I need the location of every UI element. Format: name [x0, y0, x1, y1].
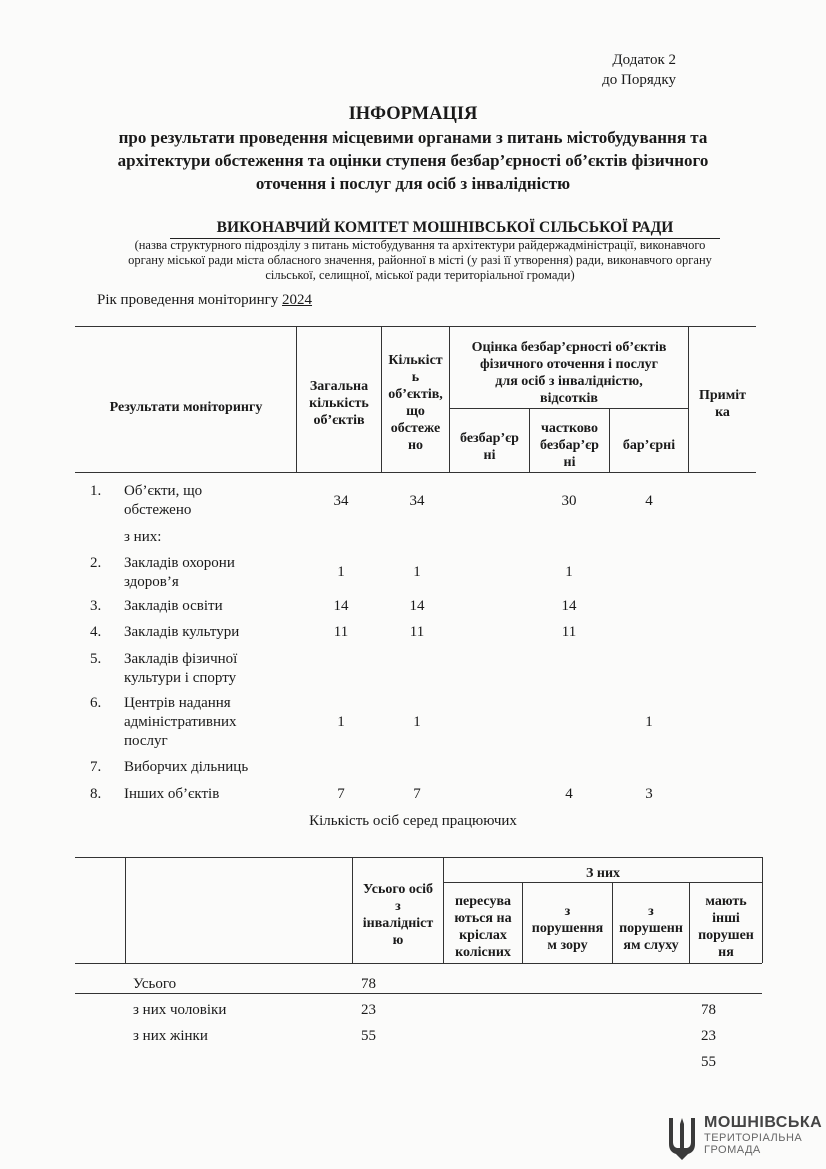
- logo-subtitle: [704, 1132, 802, 1156]
- row-label: з них жінки: [133, 1028, 208, 1044]
- logo-subtitle-line: ТЕРИТОРІАЛЬНА: [704, 1132, 803, 1144]
- row-label-line: Закладів фізичної: [124, 651, 238, 667]
- cell-total: 7: [337, 786, 345, 802]
- logo-title: МОШНІВСЬКА: [704, 1114, 823, 1131]
- row-label: Закладів культури: [124, 624, 240, 640]
- header-line: Кількіст: [388, 353, 443, 368]
- community-logo: [666, 1114, 823, 1167]
- header-line: ні: [563, 455, 576, 470]
- header-hearing: [613, 903, 689, 954]
- organization-note-line: сільської, селищної, міської ради територіальної громади): [265, 268, 575, 282]
- header-line: ня: [718, 945, 734, 960]
- row-number: 5.: [90, 651, 102, 667]
- header-wheelchair: [444, 893, 522, 961]
- header-line: фізичного оточення і послуг: [479, 357, 659, 372]
- header-line: Оцінка безбар’єрності об’єктів: [471, 340, 667, 355]
- cell-total: 14: [333, 598, 349, 614]
- table2-row-divider: [75, 993, 762, 994]
- subtitle-line: про результати проведення місцевими органами з питань містобудування та: [118, 128, 708, 147]
- organization-name: ВИКОНАВЧИЙ КОМІТЕТ МОШНІВСЬКОЇ СІЛЬСЬКОЇ РАДИ: [170, 218, 720, 239]
- header-total: [298, 378, 380, 429]
- header-partially-barrier-free: [530, 420, 609, 471]
- employees-caption: Кількість осіб серед працюючих: [309, 813, 517, 829]
- addendum-line-2: до Порядку: [602, 72, 676, 88]
- document-title: ІНФОРМАЦІЯ: [348, 104, 478, 124]
- cell-total: 1: [337, 564, 345, 580]
- header-line: Усього осіб: [363, 882, 433, 897]
- header-line: з: [395, 899, 401, 914]
- trident-icon: [666, 1114, 698, 1162]
- header-of-them: З них: [585, 866, 621, 881]
- cell-surveyed: 1: [413, 564, 421, 580]
- row-label: [124, 482, 202, 520]
- cell-other: 55: [701, 1054, 716, 1070]
- organization-note: [90, 238, 750, 283]
- cell-total: 78: [361, 976, 376, 992]
- row-label: Виборчих дільниць: [124, 759, 249, 775]
- document-subtitle: [60, 126, 766, 195]
- row-number: 2.: [90, 555, 102, 571]
- table2-col-divider: [125, 857, 126, 963]
- header-barrier-free: [450, 430, 529, 464]
- header-line: пересува: [454, 894, 512, 909]
- cell-partial: 11: [561, 624, 577, 640]
- addendum-block: [602, 50, 676, 90]
- cell-total: 23: [361, 1002, 376, 1018]
- header-line: кріслах: [459, 928, 507, 943]
- row-label-line: адміністративних: [124, 714, 237, 730]
- header-vision: [523, 903, 612, 954]
- header-line: з: [564, 904, 571, 919]
- header-line: частково: [541, 421, 598, 436]
- monitoring-year-value: 2024: [282, 292, 313, 308]
- header-line: відсотків: [540, 391, 598, 406]
- row-label-line: Центрів надання: [124, 695, 231, 711]
- row-label-line: культури і спорту: [124, 670, 237, 686]
- header-barrier: бар’єрні: [622, 438, 676, 453]
- header-surveyed: [382, 352, 449, 454]
- row-label: Інших об’єктів: [124, 786, 220, 802]
- row-number: 8.: [90, 786, 102, 802]
- cell-other: 23: [701, 1028, 716, 1044]
- header-results: Результати моніторингу: [109, 400, 263, 415]
- header-notes: [689, 387, 756, 421]
- cell-total: 34: [333, 493, 349, 509]
- row-label-line: послуг: [124, 733, 168, 749]
- header-line: ю: [392, 933, 404, 948]
- header-assessment: [450, 339, 688, 407]
- cell-partial: 1: [565, 564, 573, 580]
- header-line: м зору: [547, 938, 588, 953]
- row-number: 6.: [90, 695, 102, 711]
- header-line: безбар’єр: [540, 438, 599, 453]
- cell-surveyed: 34: [409, 493, 425, 509]
- header-line: об’єктів,: [388, 387, 443, 402]
- header-line: ються на: [454, 911, 512, 926]
- row-label-line: здоров’я: [124, 574, 179, 590]
- organization-note-line: (назва структурного підрозділу з питань містобудування та архітектури райдержадміністрації, виконавчого: [134, 238, 706, 252]
- row-number: 7.: [90, 759, 102, 775]
- cell-surveyed: 7: [413, 786, 421, 802]
- monitoring-year-label: Рік проведення моніторингу: [97, 292, 279, 308]
- cell-total: 1: [337, 714, 345, 730]
- addendum-line-1: Додаток 2: [612, 52, 676, 68]
- row-number: 3.: [90, 598, 102, 614]
- row-label: [124, 554, 235, 592]
- header-line: порушен: [698, 928, 754, 943]
- header-line: безбар’єр: [460, 431, 519, 446]
- cell-partial: 4: [565, 786, 573, 802]
- cell-surveyed: 1: [413, 714, 421, 730]
- row-label: [124, 694, 237, 751]
- header-other-disorders: [690, 893, 762, 961]
- cell-barrier: 3: [645, 786, 653, 802]
- header-line: з: [648, 904, 654, 919]
- cell-barrier: 4: [645, 493, 653, 509]
- logo-subtitle-line: ГРОМАДА: [704, 1144, 761, 1156]
- table1-top-border: [75, 326, 756, 327]
- header-line: мають: [705, 894, 747, 909]
- table2-col-divider: [762, 857, 763, 963]
- header-line: но: [407, 438, 424, 453]
- header-line: ка: [715, 405, 730, 420]
- header-line: інші: [712, 911, 740, 926]
- cell-other: 78: [701, 1002, 716, 1018]
- header-line: обстеже: [390, 421, 441, 436]
- row-label-line: обстежено: [124, 502, 192, 518]
- subtitle-line: оточення і послуг для осіб з інвалідністю: [255, 174, 571, 193]
- cell-surveyed: 14: [409, 598, 425, 614]
- cell-total: 55: [361, 1028, 376, 1044]
- header-line: ні: [483, 448, 496, 463]
- table1-col-divider: [296, 326, 297, 472]
- table1-header-bottom-border: [75, 472, 756, 473]
- row-label-line: Закладів охорони: [124, 555, 235, 571]
- header-line: ь: [411, 370, 420, 385]
- organization-note-line: органу міської ради міста обласного значення, районної в місті (у разі її утворення) ради, виконавчого органу: [128, 253, 712, 267]
- header-line: колісних: [455, 945, 511, 960]
- header-total-disabled: [353, 881, 443, 949]
- row-label: [124, 650, 237, 688]
- row-number: 1.: [90, 483, 102, 499]
- row-label: з них чоловіки: [133, 1002, 227, 1018]
- header-line: ям слуху: [623, 938, 679, 953]
- header-line: Загальна: [309, 379, 369, 394]
- cell-partial: 14: [561, 598, 577, 614]
- row-label-line: Об’єкти, що: [124, 483, 203, 499]
- header-line: Приміт: [698, 388, 747, 403]
- table2-top-border: [75, 857, 762, 858]
- monitoring-year: [97, 292, 312, 309]
- header-line: об’єктів: [313, 413, 365, 428]
- row-label: з них:: [124, 529, 162, 545]
- table2-header-bottom-border: [75, 963, 762, 964]
- header-line: порушення: [531, 921, 604, 936]
- header-line: кількість: [309, 396, 369, 411]
- subtitle-line: архітектури обстеження та оцінки ступеня безбар’єрності об’єктів фізичного: [117, 151, 709, 170]
- row-label: Закладів освіти: [124, 598, 223, 614]
- cell-partial: 30: [561, 493, 577, 509]
- header-line: що: [406, 404, 425, 419]
- table1-assessment-divider: [449, 408, 688, 409]
- cell-total: 11: [333, 624, 349, 640]
- header-line: для осіб з інвалідністю,: [495, 374, 643, 389]
- row-number: 4.: [90, 624, 102, 640]
- row-label: Усього: [133, 976, 177, 992]
- cell-surveyed: 11: [409, 624, 425, 640]
- header-line: порушенн: [619, 921, 683, 936]
- cell-barrier: 1: [645, 714, 653, 730]
- table2-subheader-divider: [443, 882, 762, 883]
- header-line: інвалідніст: [362, 916, 434, 931]
